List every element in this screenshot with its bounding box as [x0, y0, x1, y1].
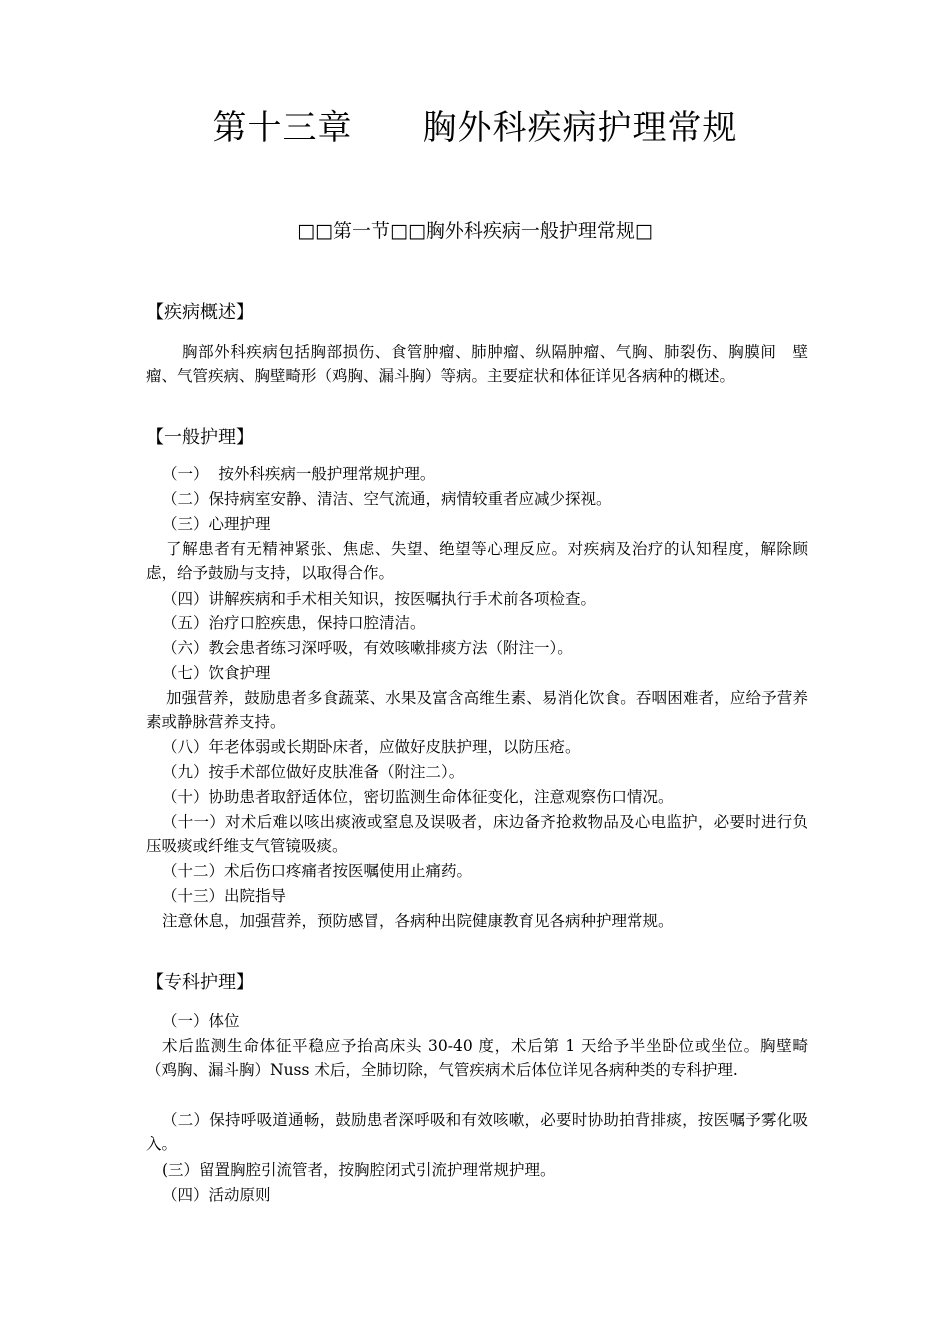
- specialty-item-2: （二）保持呼吸道通畅，鼓励患者深呼吸和有效咳嗽，必要时协助拍背排痰，按医嘱予雾化吸入。: [146, 1111, 808, 1153]
- specialty-item-4: （四）活动原则: [162, 1186, 271, 1204]
- general-item-3: （三）心理护理: [162, 515, 271, 533]
- general-item-12: （十二）术后伤口疼痛者按医嘱使用止痛药。: [162, 862, 473, 880]
- general-item-3-text: 了解患者有无精神紧张、焦虑、失望、绝望等心理反应。对疾病及治疗的认知程度，解除顾虑，给予鼓励与支持，以取得合作。: [146, 540, 808, 582]
- general-item-13-text: 注意休息，加强营养，预防感冒，各病种出院健康教育见各病种护理常规。: [162, 912, 674, 930]
- general-item-9: （九）按手术部位做好皮肤准备（附注二）。: [162, 763, 465, 781]
- general-item-10: （十）协助患者取舒适体位，密切监测生命体征变化，注意观察伤口情况。: [162, 788, 674, 806]
- general-item-13: （十三）出院指导: [162, 887, 287, 905]
- general-item-2: （二）保持病室安静、清洁、空气流通，病情较重者应减少探视。: [162, 490, 612, 508]
- specialty-item-1: （一）体位: [162, 1012, 240, 1030]
- general-item-7: （七）饮食护理: [162, 664, 271, 682]
- general-item-5: （五）治疗口腔疾患，保持口腔清洁。: [162, 614, 426, 632]
- section-title: □□第一节□□胸外科疾病一般护理常规□: [297, 220, 653, 242]
- general-item-4: （四）讲解疾病和手术相关知识，按医嘱执行手术前各项检查。: [162, 590, 597, 608]
- specialty-item-3: (三）留置胸腔引流管者，按胸腔闭式引流护理常规护理。: [162, 1161, 556, 1179]
- general-item-8: （八）年老体弱或长期卧床者，应做好皮肤护理，以防压疮。: [162, 738, 581, 756]
- general-item-1: （一） 按外科疾病一般护理常规护理。: [162, 465, 436, 483]
- overview-paragraph: 胸部外科疾病包括胸部损伤、食管肿瘤、肺肿瘤、纵隔肿瘤、气胸、肺裂伤、胸膜间 壁瘤、气管疾病、胸壁畸形（鸡胸、漏斗胸）等病。主要症状和体征详见各病种的概述。: [146, 343, 808, 385]
- chapter-title: 第十三章 胸外科疾病护理常规: [212, 108, 738, 148]
- heading-specialty-care: 【专科护理】: [146, 972, 254, 993]
- general-item-11: （十一）对术后难以咳出痰液或窒息及误吸者，床边备齐抢救物品及心电监护，必要时进行负压吸痰或纤维支气管镜吸痰。: [146, 813, 808, 855]
- general-item-6: （六）教会患者练习深呼吸，有效咳嗽排痰方法（附注一）。: [162, 639, 573, 657]
- heading-general-care: 【一般护理】: [146, 427, 254, 448]
- general-item-7-text: 加强营养，鼓励患者多食蔬菜、水果及富含高维生素、易消化饮食。吞咽困难者，应给予营养素或静脉营养支持。: [146, 689, 808, 731]
- specialty-item-1-text: 术后监测生命体征平稳应予抬高床头 30-40 度，术后第 1 天给予半坐卧位或坐位。胸壁畸（鸡胸、漏斗胸）Nuss 术后，全肺切除，气管疾病术后体位详见各病种类的专科护理.: [146, 1037, 808, 1079]
- heading-disease-overview: 【疾病概述】: [146, 302, 254, 323]
